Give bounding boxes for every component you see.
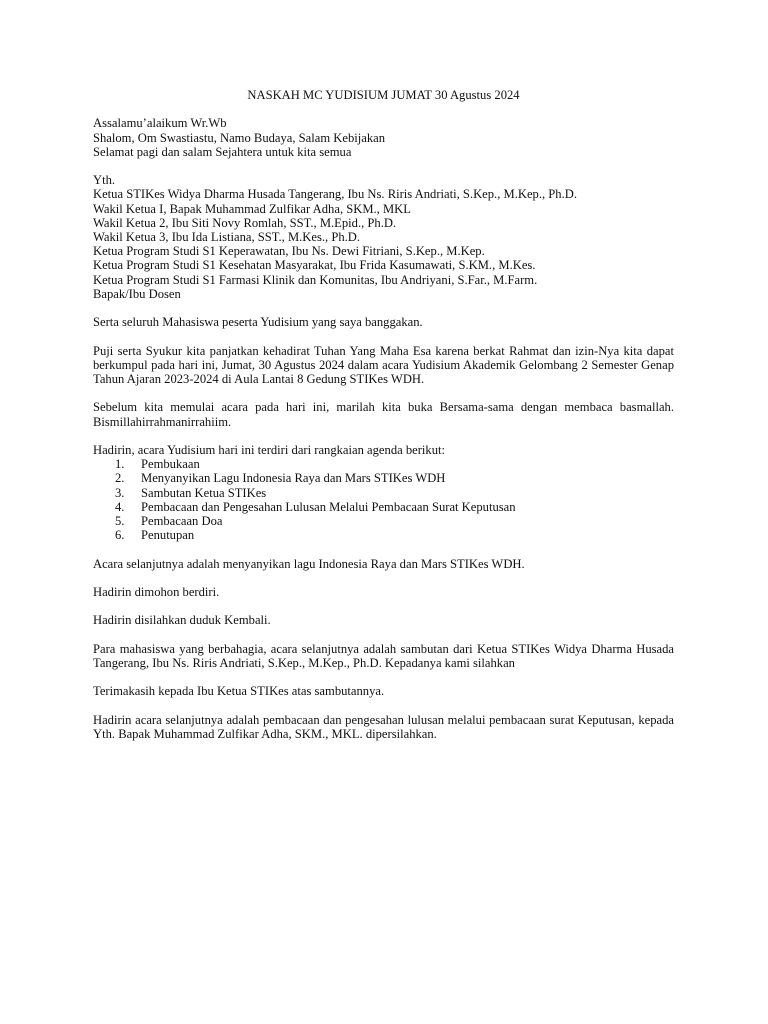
spacer — [93, 301, 674, 315]
agenda-item — [93, 514, 674, 528]
spacer — [93, 542, 674, 556]
agenda-number: 4. — [115, 499, 125, 514]
agenda-text: Sambutan Ketua STIKes — [141, 485, 267, 500]
greeting-line: Assalamu’alaikum Wr.Wb — [93, 116, 227, 131]
anthem-paragraph: Acara selanjutnya adalah menyanyikan lagu Indonesia Raya dan Mars STIKes WDH. — [93, 556, 525, 571]
agenda-item — [93, 528, 674, 542]
spacer — [93, 329, 674, 343]
addressee-line: Ketua STIKes Widya Dharma Husada Tangerang, Ibu Ns. Riris Andriati, S.Kep., M.Kep., Ph.D. — [93, 187, 577, 202]
greeting-line: Selamat pagi dan salam Sejahtera untuk kita semua — [93, 144, 352, 159]
thanks-paragraph: Terimakasih kepada Ibu Ketua STIKes atas sambutannya. — [93, 684, 385, 699]
greeting-block — [93, 116, 674, 159]
agenda-intro: Hadirin, acara Yudisium hari ini terdiri dari rangkaian agenda berikut: — [93, 442, 446, 457]
stand-paragraph: Hadirin dimohon berdiri. — [93, 584, 220, 599]
addressee-line: Wakil Ketua I, Bapak Muhammad Zulfikar Adha, SKM., MKL — [93, 201, 411, 216]
document-page — [93, 88, 674, 741]
decree-paragraph: Hadirin acara selanjutnya adalah pembacaan dan pengesahan lulusan melalui pembacaan surat Keputusan, kepada Yth. Bapak Muhammad Zulfikar Adha, SKM., MKL. dipersilahkan. — [93, 712, 674, 741]
agenda-item — [93, 500, 674, 514]
agenda-number: 1. — [115, 457, 125, 472]
spacer — [93, 159, 674, 173]
agenda-text: Penutupan — [141, 528, 195, 543]
addressee-intro: Yth. — [93, 173, 116, 188]
addressee-line: Wakil Ketua 3, Ibu Ida Listiana, SST., M.Kes., Ph.D. — [93, 230, 361, 244]
opening-paragraph: Sebelum kita memulai acara pada hari ini, marilah kita buka Bersama-sama dengan membaca basmallah. Bismillahirrahmanirrahiim. — [93, 400, 674, 429]
spacer — [93, 429, 674, 443]
spacer — [93, 670, 674, 684]
agenda-number: 5. — [115, 514, 125, 528]
spacer — [93, 102, 674, 116]
agenda-item — [93, 457, 674, 471]
agenda-text: Pembacaan Doa — [141, 514, 223, 528]
addressee-block — [93, 173, 674, 301]
students-paragraph: Serta seluruh Mahasiswa peserta Yudisium yang saya banggakan. — [93, 315, 423, 330]
agenda-item — [93, 486, 674, 500]
document-title: NASKAH MC YUDISIUM JUMAT 30 Agustus 2024 — [247, 88, 520, 102]
spacer — [93, 571, 674, 585]
spacer — [93, 386, 674, 400]
agenda-number: 3. — [115, 485, 125, 500]
agenda-text: Pembacaan dan Pengesahan Lulusan Melalui Pembacaan Surat Keputusan — [141, 499, 516, 514]
addressee-line: Ketua Program Studi S1 Kesehatan Masyarakat, Ibu Frida Kasumawati, S.KM., M.Kes. — [93, 258, 536, 273]
addressee-line: Ketua Program Studi S1 Keperawatan, Ibu Ns. Dewi Fitriani, S.Kep., M.Kep. — [93, 244, 485, 259]
addressee-line: Wakil Ketua 2, Ibu Siti Novy Romlah, SST., M.Epid., Ph.D. — [93, 215, 397, 230]
gratitude-paragraph: Puji serta Syukur kita panjatkan kehadirat Tuhan Yang Maha Esa karena berkat Rahmat dan izin-Nya kita dapat berkumpul pada hari ini, Jumat, 30 Agustus 2024 dalam acara Yudisium Akademik Gelombang 2 Semester Genap Tahun Ajaran 2023-2024 di Aula Lantai 8 Gedung STIKes WDH. — [93, 343, 674, 386]
agenda-list — [93, 457, 674, 542]
agenda-text: Menyanyikan Lagu Indonesia Raya dan Mars STIKes WDH — [141, 471, 446, 486]
spacer — [93, 599, 674, 613]
addressee-line: Ketua Program Studi S1 Farmasi Klinik dan Komunitas, Ibu Andriyani, S.Far., M.Farm. — [93, 272, 538, 287]
agenda-number: 6. — [115, 528, 125, 543]
speech-paragraph: Para mahasiswa yang berbahagia, acara selanjutnya adalah sambutan dari Ketua STIKes Widya Dharma Husada Tangerang, Ibu Ns. Riris Andriati, S.Kep., M.Kep., Ph.D. Kepadanya kami silahkan — [93, 641, 674, 670]
agenda-item — [93, 471, 674, 485]
addressee-line: Bapak/Ibu Dosen — [93, 286, 181, 301]
spacer — [93, 628, 674, 642]
spacer — [93, 699, 674, 713]
agenda-number: 2. — [115, 471, 125, 486]
agenda-text: Pembukaan — [141, 457, 200, 472]
sit-paragraph: Hadirin disilahkan duduk Kembali. — [93, 613, 271, 628]
greeting-line: Shalom, Om Swastiastu, Namo Budaya, Salam Kebijakan — [93, 130, 386, 145]
